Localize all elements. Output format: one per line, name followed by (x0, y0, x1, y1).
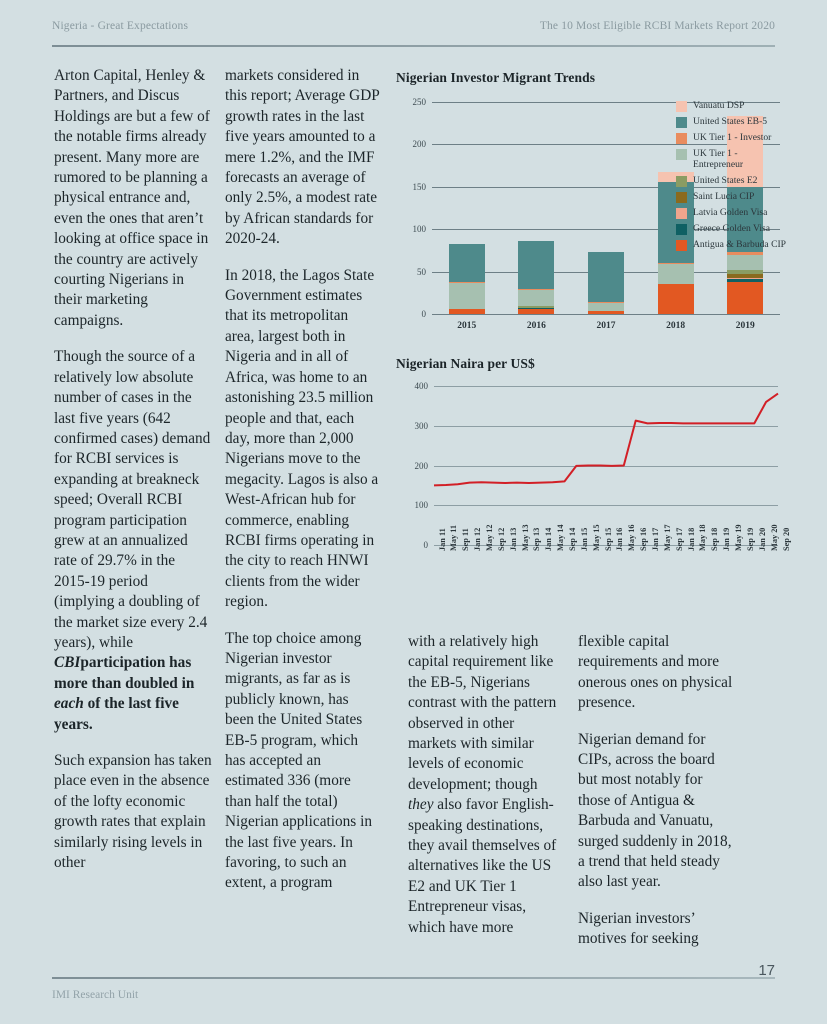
paragraph: The top choice among Nigerian investor migrants, as far as is publicly known, has been the United States EB-5 program, which has accepted an estimated 336 (more than half the total) Nigerian applications in the last five years. In favoring, to such an extent, a program (225, 629, 372, 892)
legend-swatch-icon (676, 149, 687, 160)
bar-segment (518, 241, 554, 289)
line-chart-title: Nigerian Naira per US$ (396, 356, 535, 371)
paragraph: Such expansion has taken place even in the absence of the lofty economic growth rates that explain similarly rising levels in other (54, 752, 212, 872)
legend-label: UK Tier 1 - Investor (693, 132, 772, 143)
y-axis-tick: 200 (412, 139, 426, 150)
x-axis-tick: Sep 19 (745, 527, 755, 551)
y-axis-tick: 100 (412, 224, 426, 235)
bar-stack (588, 252, 624, 314)
x-axis-tick: May 19 (734, 524, 744, 551)
x-axis-tick: Jan 12 (473, 527, 483, 551)
legend-item[interactable] (676, 132, 788, 144)
line-chart (396, 378, 791, 623)
text-column-3 (408, 632, 563, 938)
x-axis-tick: Jan 13 (508, 527, 518, 551)
paragraph-text: with a relatively high capital requirement like the EB-5, Nigerians contrast with the pattern observed in other markets with similar levels of economic development; though (408, 633, 557, 793)
gridline (432, 314, 780, 315)
bar-segment (727, 282, 763, 314)
paragraph: Nigerian investors’ motives for seeking (578, 909, 699, 948)
legend-item[interactable] (676, 239, 788, 251)
bar-stack (518, 241, 554, 314)
paragraph-text-cont: also favor English-speaking destinations, they avail themselves of alternatives like the US E2 and UK Tier 1 Entrepreneur visas, which have more (408, 796, 557, 936)
x-axis-tick: Sep 14 (567, 527, 577, 551)
x-axis-tick: Sep 11 (461, 528, 471, 551)
x-axis-tick: 2016 (526, 321, 546, 331)
legend-item[interactable] (676, 148, 788, 171)
legend-item[interactable] (676, 116, 788, 128)
legend-label: Antigua & Barbuda CIP (693, 238, 786, 250)
x-axis-tick: May 17 (662, 524, 672, 551)
x-axis-tick: May 14 (556, 524, 566, 551)
paragraph (408, 632, 563, 938)
y-axis-tick: 50 (417, 266, 426, 277)
bar-segment (658, 263, 694, 264)
bar-segment (658, 284, 694, 314)
x-axis-tick: Sep 15 (603, 527, 613, 551)
x-axis-tick: 2019 (735, 321, 755, 331)
x-axis-tick: May 12 (484, 524, 494, 551)
x-axis-tick: Jan 14 (544, 527, 554, 551)
y-axis-tick: 100 (414, 500, 428, 511)
footer-attribution: IMI Research Unit (52, 989, 139, 1001)
bar-segment (727, 278, 763, 279)
x-axis-tick: May 18 (698, 524, 708, 551)
bar-segment (518, 306, 554, 308)
legend-label: Vanuatu DSP (693, 100, 745, 111)
emphasis-each: each (54, 695, 84, 713)
bar-segment (727, 274, 763, 278)
emphasis-they: they (408, 796, 434, 814)
legend-item[interactable] (676, 175, 788, 187)
x-axis-tick: Jan 16 (615, 527, 625, 551)
header-section-title: Nigeria - Great Expectations (52, 20, 189, 32)
line-series (396, 378, 786, 623)
legend-swatch-icon (676, 176, 687, 187)
legend-label: Latvia Golden Visa (693, 206, 768, 218)
text-column-1 (54, 66, 212, 873)
bar-segment (658, 264, 694, 284)
x-axis-tick: 2018 (666, 321, 686, 331)
emphasis-bold-a: participation has more than doubled in (54, 654, 195, 692)
legend-swatch-icon (676, 208, 687, 219)
legend-item[interactable] (676, 207, 788, 219)
legend-label: United States EB-5 (693, 116, 768, 127)
x-axis-tick: Sep 16 (639, 527, 649, 551)
x-axis-tick: Jan 11 (437, 528, 447, 551)
paragraph: In 2018, the Lagos State Government estimates that its metropolitan area, largest both in Nigeria and in all of Africa, was home to an astonishing 23.5 million people and that, each day, more than 2,000 Nigerians move to the megacity. Lagos is also a West-African hub for commerce, enabling RCBI firms operating in the city to reach HNWI clients from the wider region. (225, 266, 379, 611)
y-axis-tick: 300 (414, 420, 428, 431)
bar-segment (518, 289, 554, 290)
bar-segment (449, 244, 485, 281)
bar-segment (449, 283, 485, 309)
bar-segment (449, 282, 485, 283)
legend-swatch-icon (676, 224, 687, 235)
footer-divider (52, 977, 775, 979)
x-axis-tick: 2015 (457, 321, 477, 331)
y-axis-tick: 150 (412, 181, 426, 192)
bar-stack (449, 244, 485, 314)
bar-segment (518, 309, 554, 314)
legend-label: Saint Lucia CIP (693, 190, 755, 202)
x-axis-tick: Sep 13 (532, 527, 542, 551)
x-axis-tick: Jan 15 (579, 527, 589, 551)
bar-chart-legend (676, 100, 788, 255)
paragraph: Arton Capital, Henley & Partners, and Discus Holdings are but a few of the notable firms already present. Many more are rumored to be planning a physical entrance and, even the ones that aren’t looking at office space in the country are actively courting Nigerians in their marketing campaigns. (54, 67, 210, 329)
paragraph: Nigerian demand for CIPs, across the board but most notably for those of Antigua & Barbuda and Vanuatu, surged suddenly in 2018, a trend that held steady also last year. (578, 730, 732, 891)
bar-segment (727, 270, 763, 274)
bar-segment (727, 279, 763, 282)
x-axis-tick: 2017 (596, 321, 616, 331)
bar-segment (727, 255, 763, 270)
legend-swatch-icon (676, 192, 687, 203)
text-column-4 (578, 632, 738, 950)
header-report-title: The 10 Most Eligible RCBI Markets Report 2020 (539, 20, 775, 32)
bar-segment (518, 308, 554, 309)
bar-segment (588, 302, 624, 303)
legend-swatch-icon (676, 117, 687, 128)
paragraph: flexible capital requirements and more onerous ones on physical presence. (578, 633, 733, 712)
x-axis-tick: May 15 (591, 524, 601, 551)
x-axis-tick: Jan 20 (757, 527, 767, 551)
x-axis-tick: Jan 17 (651, 527, 661, 551)
emphasis-cbi: CBI (54, 654, 81, 672)
x-axis-tick: May 16 (627, 524, 637, 551)
legend-item[interactable] (676, 191, 788, 203)
page-number: 17 (758, 962, 775, 979)
x-axis-tick: Sep 17 (674, 527, 684, 551)
x-axis-tick: Jan 18 (686, 527, 696, 551)
bar-segment (588, 303, 624, 311)
y-axis-tick: 0 (423, 540, 428, 550)
legend-swatch-icon (676, 240, 687, 251)
bar-segment (449, 309, 485, 314)
legend-label: UK Tier 1 - Entrepreneur (693, 148, 744, 171)
bar-chart-title: Nigerian Investor Migrant Trends (396, 70, 596, 85)
paragraph (54, 347, 212, 735)
text-column-2 (225, 66, 380, 894)
x-axis-tick: Jan 19 (722, 527, 732, 551)
legend-item[interactable] (676, 223, 788, 235)
legend-label: United States E2 (693, 174, 758, 186)
emphasis-bold-b: of the last five years. (54, 695, 179, 733)
y-axis-tick: 250 (412, 97, 426, 107)
y-axis-tick: 0 (421, 309, 426, 319)
y-axis-tick: 400 (414, 381, 428, 391)
bar-segment (588, 311, 624, 314)
y-axis-tick: 200 (414, 460, 428, 471)
legend-label: Greece Golden Visa (693, 222, 771, 234)
x-axis-tick: May 20 (769, 524, 779, 551)
bar-segment (518, 290, 554, 306)
bar-segment (588, 252, 624, 302)
header-divider (52, 45, 775, 47)
paragraph-text: Though the source of a relatively low absolute number of cases in the last five years (642 confirmed cases) demand for RCBI services is expanding at breakneck speed; Overall RCBI program participation grew at an annualized rate of 29.7% in the 2015-19 period (implying a doubling of the market size every 2.4 years), while (54, 348, 211, 651)
legend-swatch-icon (676, 133, 687, 144)
legend-swatch-icon (676, 101, 687, 112)
x-axis-tick: May 13 (520, 524, 530, 551)
legend-item[interactable] (676, 100, 788, 112)
x-axis-tick: Sep 18 (710, 527, 720, 551)
paragraph: markets considered in this report; Average GDP growth rates in the last five years amounted to a mere 1.2%, and the IMF forecasts an average of only 2.5%, a modest rate by African standards for 2020-24. (225, 67, 380, 248)
x-axis-tick: Sep 12 (496, 527, 506, 551)
x-axis-tick: May 11 (449, 524, 459, 551)
x-axis-tick: Sep 20 (781, 527, 791, 551)
